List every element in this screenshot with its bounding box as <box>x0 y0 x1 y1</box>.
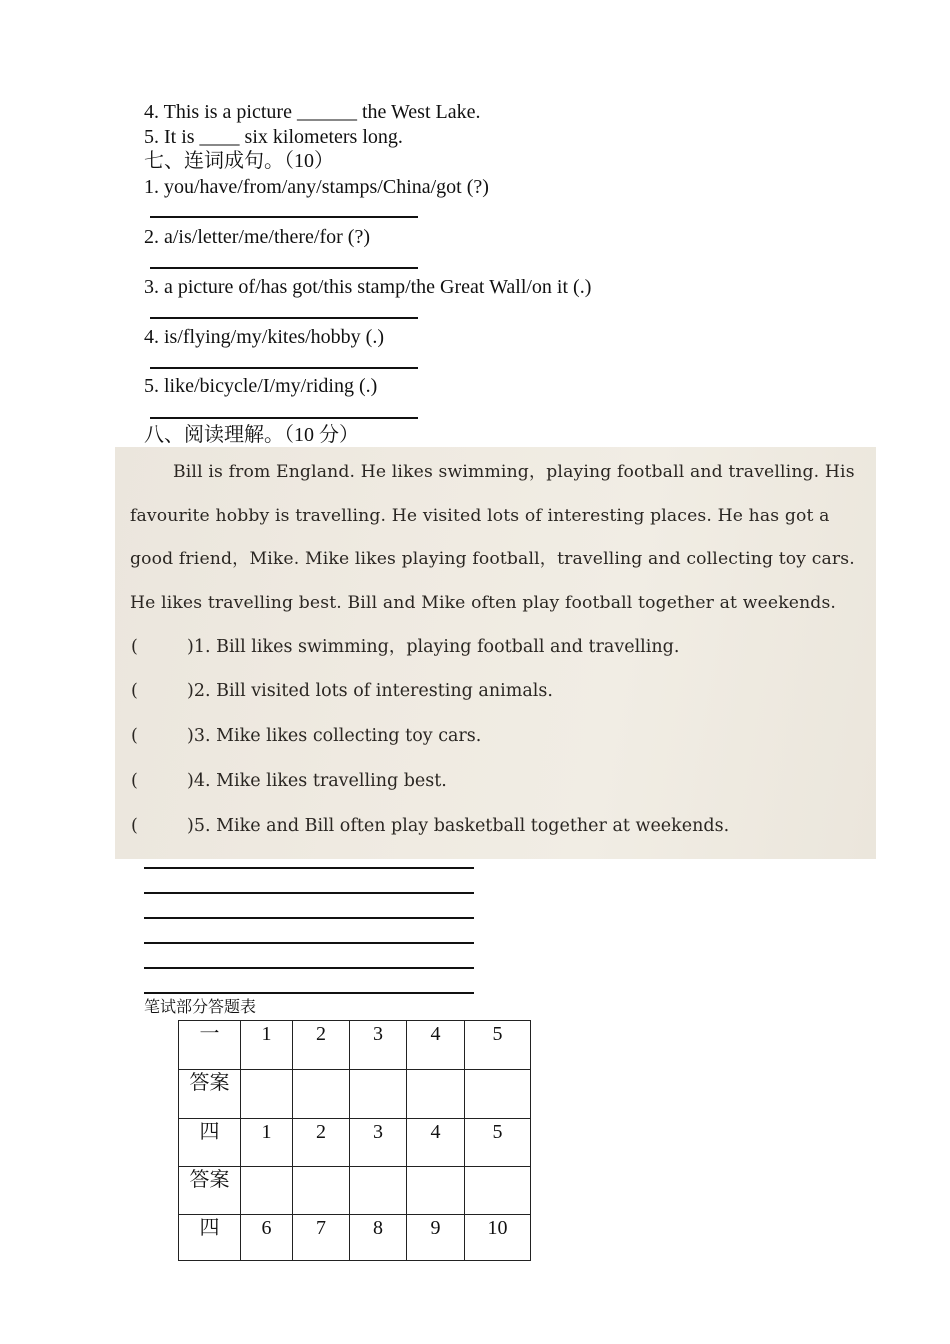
answer-cell[interactable] <box>407 1167 465 1215</box>
question-text: )3. Mike likes collecting toy cars. <box>187 726 482 746</box>
fill-blank-item-5: 5. It is ____ six kilometers long. <box>144 126 403 148</box>
table-cell: 5 <box>465 1021 531 1070</box>
answer-bracket[interactable]: ( <box>131 726 138 746</box>
table-cell: 5 <box>465 1119 531 1167</box>
answer-line-4[interactable] <box>150 367 418 369</box>
section-7-heading: 七、连词成句。（10） <box>144 150 334 172</box>
fill-blank-item-4: 4. This is a picture ______ the West Lake. <box>144 101 481 123</box>
table-row <box>179 1119 531 1167</box>
section-8-heading: 八、阅读理解。（10 分） <box>144 424 359 446</box>
table-cell: 8 <box>350 1215 407 1261</box>
writing-line[interactable] <box>144 867 474 869</box>
table-cell: 7 <box>293 1215 350 1261</box>
reorder-item-4: 4. is/flying/my/kites/hobby (.) <box>144 326 384 348</box>
table-cell: 4 <box>407 1119 465 1167</box>
passage-line: good friend，Mike. Mike likes playing football，travelling and collecting toy cars. <box>130 549 855 569</box>
table-cell: 6 <box>241 1215 293 1261</box>
reorder-item-5: 5. like/bicycle/I/my/riding (.) <box>144 375 378 397</box>
question-item <box>131 725 481 747</box>
writing-line[interactable] <box>144 917 474 919</box>
answer-table <box>178 1020 531 1261</box>
table-cell: 9 <box>407 1215 465 1261</box>
table-row <box>179 1021 531 1070</box>
reorder-item-2: 2. a/is/letter/me/there/for (?) <box>144 226 371 248</box>
question-text: )5. Mike and Bill often play basketball together at weekends. <box>187 816 730 836</box>
passage-line: favourite hobby is travelling. He visited lots of interesting places. He has got a <box>130 506 830 526</box>
answer-bracket[interactable]: ( <box>131 771 138 791</box>
answer-cell[interactable] <box>350 1167 407 1215</box>
question-text: )2. Bill visited lots of interesting animals. <box>187 681 553 701</box>
writing-line[interactable] <box>144 892 474 894</box>
table-cell: 10 <box>465 1215 531 1261</box>
table-row <box>179 1215 531 1261</box>
question-item <box>131 636 679 658</box>
answer-line-2[interactable] <box>150 267 418 269</box>
answer-line-3[interactable] <box>150 317 418 319</box>
passage-line: He likes travelling best. Bill and Mike often play football together at weekends. <box>130 593 837 613</box>
answer-line-1[interactable] <box>150 216 418 218</box>
table-cell: 1 <box>241 1119 293 1167</box>
answer-cell[interactable] <box>293 1167 350 1215</box>
table-cell: 3 <box>350 1021 407 1070</box>
table-cell: 2 <box>293 1119 350 1167</box>
passage-line: Bill is from England. He likes swimming，playing football and travelling. His <box>173 462 855 482</box>
table-cell: 答案 <box>179 1070 241 1119</box>
answer-cell[interactable] <box>293 1070 350 1119</box>
question-item <box>131 680 553 702</box>
answer-bracket[interactable]: ( <box>131 681 138 701</box>
answer-cell[interactable] <box>407 1070 465 1119</box>
answer-cell[interactable] <box>241 1167 293 1215</box>
answer-cell[interactable] <box>241 1070 293 1119</box>
table-cell: 1 <box>241 1021 293 1070</box>
table-row <box>179 1070 531 1119</box>
answer-bracket[interactable]: ( <box>131 637 138 657</box>
question-item <box>131 815 729 837</box>
answer-table-caption: 笔试部分答题表 <box>144 999 257 1016</box>
table-row <box>179 1167 531 1215</box>
question-text: )1. Bill likes swimming，playing football and travelling. <box>187 637 680 657</box>
table-cell: 2 <box>293 1021 350 1070</box>
table-cell: 4 <box>407 1021 465 1070</box>
answer-cell[interactable] <box>350 1070 407 1119</box>
table-cell: 答案 <box>179 1167 241 1215</box>
question-item <box>131 770 447 792</box>
reorder-item-3: 3. a picture of/has got/this stamp/the Great Wall/on it (.) <box>144 276 592 298</box>
reorder-item-1: 1. you/have/from/any/stamps/China/got (?) <box>144 176 489 198</box>
table-cell: 四 <box>179 1215 241 1261</box>
table-cell: 3 <box>350 1119 407 1167</box>
writing-line[interactable] <box>144 967 474 969</box>
answer-line-5[interactable] <box>150 417 418 419</box>
writing-line[interactable] <box>144 992 474 994</box>
table-cell: 四 <box>179 1119 241 1167</box>
reading-passage-scan <box>115 447 876 859</box>
writing-line[interactable] <box>144 942 474 944</box>
question-text: )4. Mike likes travelling best. <box>187 771 447 791</box>
answer-cell[interactable] <box>465 1167 531 1215</box>
table-cell: 一 <box>179 1021 241 1070</box>
answer-bracket[interactable]: ( <box>131 816 138 836</box>
answer-cell[interactable] <box>465 1070 531 1119</box>
